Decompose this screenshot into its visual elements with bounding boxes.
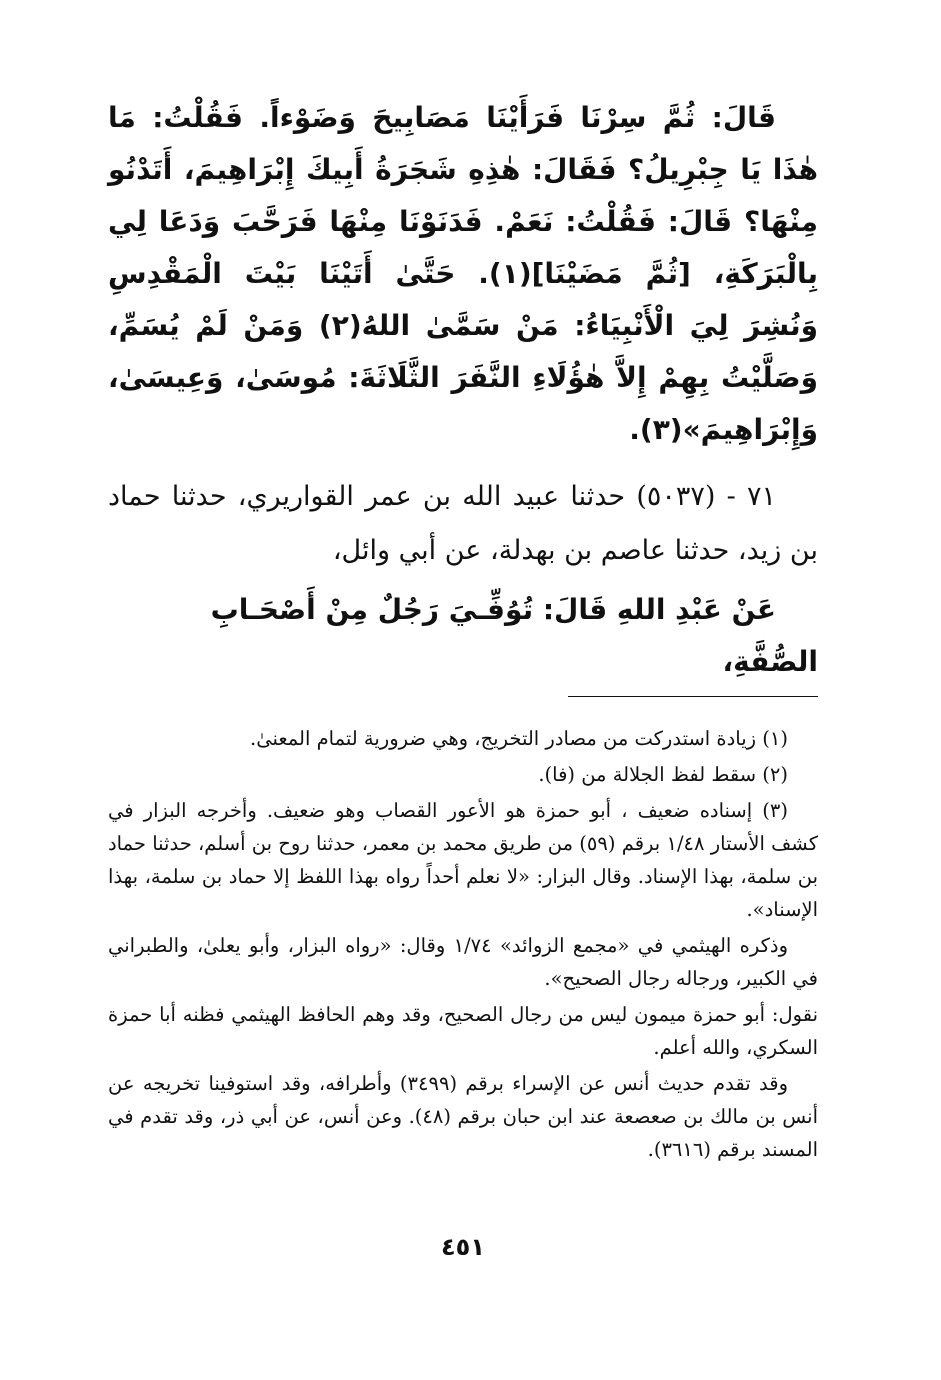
page-number: ٤٥١ xyxy=(441,1233,485,1261)
footnote-2: (٢) سقط لفظ الجلالة من (فا). xyxy=(538,763,788,786)
footnote-3: (٣) إسناده ضعيف ، أبو حمزة هو الأعور القصاب وهو ضعيف. وأخرجه البزار في كشف الأستار ١/٤٨ برقم (٥٩) من طريق محمد بن معمر، حدثنا روح بن أسلم، حدثنا حماد بن سلمة، بهذا الإسناد. وقال البزار: «لا نعلم أحداً رواه بهذا اللفظ إلا حماد بن سلمة، بهذا الإسناد». xyxy=(108,799,818,921)
footnote-3-continuation-comment: نقول: أبو حمزة ميمون ليس من رجال الصحيح، وقد وهم الحافظ الهيثمي فظنه أبا حمزة السكري، والله أعلم. xyxy=(108,1003,818,1059)
footnotes-section xyxy=(108,722,818,1169)
book-page xyxy=(108,92,818,1372)
footnote-separator xyxy=(568,696,818,697)
hadith-main-passage: قَالَ: ثُمَّ سِرْنَا فَرَأَيْنَا مَصَابِيحَ وَضَوْءاً. فَقُلْتُ: مَا هٰذَا يَا جِبْرِيلُ؟ فَقَالَ: هٰذِهِ شَجَرَةُ أَبِيكَ إِبْرَاهِيمَ، أَتَدْنُو مِنْهَا؟ قَالَ: فَقُلْتُ: نَعَمْ. فَدَنَوْنَا مِنْهَا فَرَحَّبَ وَدَعَا لِي بِالْبَرَكَةِ، [ثُمَّ مَضَيْنَا](١). حَتَّىٰ أَتَيْنَا بَيْتَ الْمَقْدِسِ وَنُشِرَ لِيَ الْأَنْبِيَاءُ: مَنْ سَمَّىٰ اللهُ(٢) وَمَنْ لَمْ يُسَمِّ، وَصَلَّيْتُ بِهِمْ إِلاَّ هٰؤُلَاءِ النَّفَرَ الثَّلَاثَةَ: مُوسَىٰ، وَعِيسَىٰ، وَإِبْرَاهِيمَ»(٣). xyxy=(108,101,818,446)
hadith-isnad-narration: ٧١ - (٥٠٣٧) حدثنا عبيد الله بن عمر القواريري، حدثنا حماد بن زيد، حدثنا عاصم بن بهدلة، عن أبي وائل، xyxy=(108,481,818,566)
hadith-matn-start: عَنْ عَبْدِ اللهِ قَالَ: تُوُفِّـيَ رَجُلٌ مِنْ أَصْحَـابِ الصُّفَّةِ، xyxy=(210,593,818,678)
footnote-3-continuation-haythami: وذكره الهيثمي في «مجمع الزوائد» ١/٧٤ وقال: «رواه البزار، وأبو يعلىٰ، والطبراني في الكبير، ورجاله رجال الصحيح». xyxy=(108,934,818,990)
footnote-1: (١) زيادة استدركت من مصادر التخريج، وهي ضرورية لتمام المعنىٰ. xyxy=(250,727,788,750)
footnote-3-continuation-references: وقد تقدم حديث أنس عن الإسراء برقم (٣٤٩٩) وأطرافه، وقد استوفينا تخريجه عن أنس بن مالك بن صعصعة عند ابن حبان برقم (٤٨). وعن أنس، عن أبي ذر، وقد تقدم في المسند برقم (٣٦١٦). xyxy=(108,1072,818,1161)
